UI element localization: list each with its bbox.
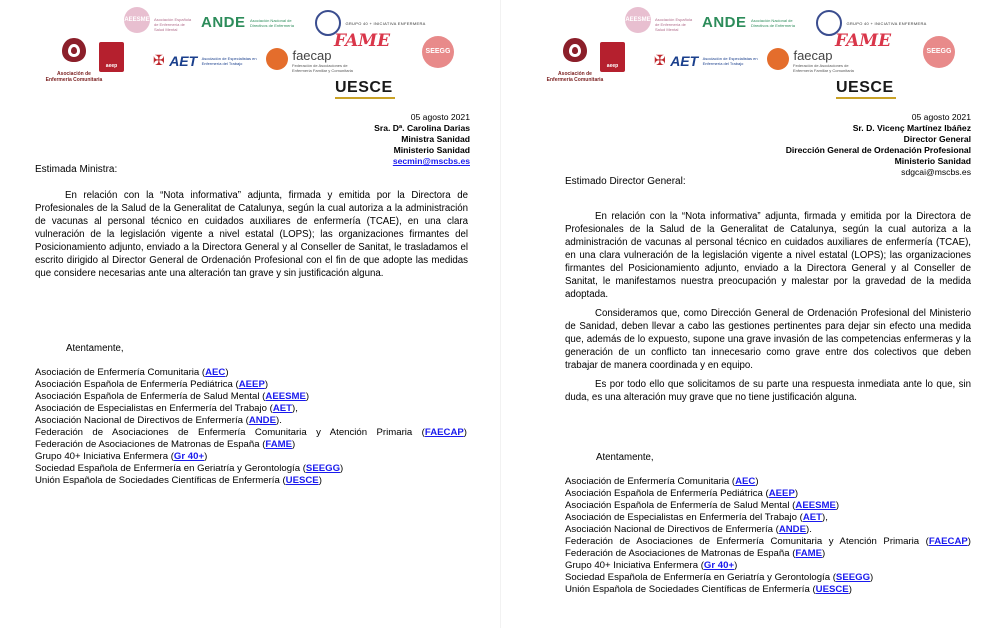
letter-date: 05 agosto 2021: [410, 112, 470, 122]
uesce-logo: [335, 79, 395, 99]
recipient-org: Ministerio Sanidad: [393, 145, 470, 155]
letter-body: [565, 210, 971, 410]
aeesme-logo-sub: Asociación Española de Enfermería de Salud Mental: [655, 17, 693, 32]
aeesme-logo-mark: AEESME: [625, 7, 651, 33]
recipient-org: Dirección General de Ordenación Profesional: [785, 145, 971, 155]
list-item: Asociación Nacional de Directivos de Enfermería (ANDE).: [35, 415, 282, 426]
org-link-aeesme[interactable]: AEESME: [265, 391, 306, 402]
letter-date: 05 agosto 2021: [911, 112, 971, 122]
org-link-aet[interactable]: AET: [802, 512, 823, 523]
org-link-aeep[interactable]: AEEP: [768, 488, 795, 499]
uesce-logo-bar: [836, 97, 896, 99]
list-item: Sociedad Española de Enfermería en Geriatría y Gerontología (SEEGG): [35, 463, 344, 474]
faecap-logo: [767, 48, 854, 73]
body-paragraph: Es por todo ello que solicitamos de su parte una respuesta inmediata ante lo que, sin duda, es una alteración muy grave que no tiene justificación alguna.: [565, 379, 971, 403]
faecap-logo: [266, 48, 353, 73]
gr40-logo-text: GRUPO 40 + INICIATIVA ENFERMERA: [846, 20, 927, 26]
recipient-block: [374, 112, 470, 167]
aeep-logo: [600, 42, 625, 72]
list-item: Asociación de Enfermería Comunitaria (AEC): [565, 476, 759, 487]
fame-logo: [334, 31, 390, 51]
seegg-logo-mark: SEEGG: [923, 36, 955, 68]
fame-logo-text: FAME: [835, 31, 892, 51]
faecap-flower-icon: [266, 48, 288, 70]
org-link-gr40[interactable]: Gr 40+: [703, 560, 735, 571]
uesce-logo-text: UESCE: [335, 79, 393, 96]
list-item: Sociedad Española de Enfermería en Geriatría y Gerontología (SEEGG): [565, 572, 874, 583]
aec-logo-text: Asociación de Enfermería Comunitaria: [546, 71, 604, 83]
list-item: Federación de Asociaciones de Matronas de España (FAME): [35, 439, 296, 450]
org-link-seegg[interactable]: SEEGG: [305, 463, 341, 474]
org-link-ande[interactable]: ANDE: [248, 415, 277, 426]
org-link-aeep[interactable]: AEEP: [238, 379, 265, 390]
list-item: Unión Española de Sociedades Científicas de Enfermería (UESCE): [35, 475, 322, 486]
aec-logo: [545, 34, 605, 83]
aet-logo: [153, 52, 264, 70]
aeesme-logo-mark: AEESME: [124, 7, 150, 33]
body-paragraph: En relación con la “Nota informativa” adjunta, firmada y emitida por la Directora de Profesionales de la Salud de la Generalitat de Catalunya, según la cual autoriza a la administración de vacunas al personal técnico en cuidados auxiliares de enfermería (TCAE), en una clara vulneración de la legislación vigente a nivel estatal (LOPS); las organizaciones firmantes del Posicionamiento adjunto, enviado a la Directora General y al Conseller de Sanitat, le manifestamos nuestra preocupación y malestar por la gravedad de la medida adoptada.: [565, 211, 971, 300]
faecap-logo-sub: Federación de Asociaciones de Enfermería Familiar y Comunitaria: [292, 63, 353, 73]
list-item: Asociación Española de Enfermería de Salud Mental (AEESME): [565, 500, 840, 511]
org-link-fame[interactable]: FAME: [795, 548, 823, 559]
list-item: Asociación Española de Enfermería Pediátrica (AEEP): [565, 488, 799, 499]
list-item: Federación de Asociaciones de Matronas de España (FAME): [565, 548, 826, 559]
aec-emblem-icon: [559, 34, 591, 66]
aet-logo-text: AET: [670, 52, 699, 69]
list-item: Asociación de Especialistas en Enfermería del Trabajo (AET),: [35, 403, 298, 414]
ande-logo-sub: Asociación Nacional de Directivos de Enfermería: [750, 17, 795, 28]
salutation: Estimado Director General:: [565, 176, 686, 187]
list-item: Grupo 40+ Iniciativa Enfermera (Gr 40+): [35, 451, 208, 462]
aeesme-logo: [124, 7, 194, 33]
salutation: Estimada Ministra:: [35, 164, 118, 175]
ande-logo-sub: Asociación Nacional de Directivos de Enfermería: [249, 17, 294, 28]
org-link-uesce[interactable]: UESCE: [285, 475, 319, 486]
aec-logo: [44, 34, 104, 83]
list-item: Federación de Asociaciones de Enfermería Comunitaria y Atención Primaria (FAECAP): [565, 536, 971, 547]
org-link-aeesme[interactable]: AEESME: [795, 500, 836, 511]
aeep-logo-text: aeep: [606, 63, 619, 69]
maltese-cross-icon: ✠: [153, 52, 165, 69]
uesce-logo-text: UESCE: [836, 79, 894, 96]
list-item: Asociación de Enfermería Comunitaria (AEC): [35, 367, 229, 378]
list-item: Asociación Nacional de Directivos de Enfermería (ANDE).: [565, 524, 812, 535]
letter-page-director: [500, 0, 1000, 628]
aeesme-logo-sub: Asociación Española de Enfermería de Salud Mental: [154, 17, 192, 32]
ande-logo-text: ANDE: [201, 14, 246, 32]
fame-logo: [835, 31, 891, 51]
ande-logo: [201, 14, 310, 32]
recipient-title: Director General: [903, 134, 971, 144]
body-paragraph: Consideramos que, como Dirección General de Ordenación Profesional del Ministerio de Sanidad, deben llevar a cabo las gestiones pertinentes para dejar sin efecto una medida que, además de lo expuesto, supone una grave invasión de las competencias enfermeras y la generación de un conflicto tan innecesario como grave entre dos colectivos que deben trabajar de manera coordinada y en equipo.: [565, 308, 971, 371]
org-link-gr40[interactable]: Gr 40+: [173, 451, 205, 462]
maltese-cross-icon: ✠: [654, 52, 666, 69]
faecap-logo-sub: Federación de Asociaciones de Enfermería Familiar y Comunitaria: [793, 63, 854, 73]
aet-logo: [654, 52, 765, 70]
seegg-logo-mark: SEEGG: [422, 36, 454, 68]
list-item: Asociación Española de Enfermería de Salud Mental (AEESME): [35, 391, 310, 402]
org-link-faecap[interactable]: FAECAP: [424, 427, 464, 438]
org-link-fame[interactable]: FAME: [265, 439, 293, 450]
recipient-ministry: Ministerio Sanidad: [894, 156, 971, 166]
list-item: Federación de Asociaciones de Enfermería Comunitaria y Atención Primaria (FAECAP): [35, 427, 467, 438]
org-link-faecap[interactable]: FAECAP: [928, 536, 968, 547]
uesce-logo-bar: [335, 97, 395, 99]
fame-logo-text: FAME: [334, 31, 391, 51]
list-item: Unión Española de Sociedades Científicas de Enfermería (UESCE): [565, 584, 852, 595]
recipient-name: Sra. Dª. Carolina Darias: [374, 123, 470, 133]
aeep-logo: [99, 42, 124, 72]
ande-logo-text: ANDE: [702, 14, 747, 32]
faecap-logo-text: faecap: [793, 48, 833, 63]
uesce-logo: [836, 79, 896, 99]
org-link-aec[interactable]: AEC: [735, 476, 756, 487]
recipient-name: Sr. D. Vicenç Martínez Ibáñez: [852, 123, 971, 133]
faecap-logo-text: faecap: [292, 48, 332, 63]
aet-logo-text: AET: [169, 52, 198, 69]
aeesme-logo: [625, 7, 695, 33]
gr40-logo-text: GRUPO 40 + INICIATIVA ENFERMERA: [345, 20, 426, 26]
faecap-flower-icon: [767, 48, 789, 70]
aeep-logo-text: aeep: [105, 63, 118, 69]
org-link-aet[interactable]: AET: [272, 403, 293, 414]
list-item: Asociación de Especialistas en Enfermería del Trabajo (AET),: [565, 512, 828, 523]
org-link-seegg[interactable]: SEEGG: [835, 572, 871, 583]
closing: Atentamente,: [596, 452, 654, 463]
list-item: Asociación Española de Enfermería Pediátrica (AEEP): [35, 379, 269, 390]
body-paragraph: En relación con la “Nota informativa” adjunta, firmada y emitida por la Directora de Profesionales de la Salud de la Generalitat de Catalunya, según la cual autoriza a la administración de vacunas al personal técnico en cuidados auxiliares de enfermería (TCAE), en una clara vulneración de la legislación vigente a nivel estatal (LOPS); las organizaciones firmantes del Posicionamiento adjunto, enviado a la Directora General y al Conseller de Sanitat, le trasladamos el escrito dirigido al Director General de Ordenación Profesional con el fin de que adopte las medidas que considere necesarias ante una alteración tan grave y sin justificación alguna.: [35, 190, 468, 279]
signatory-list: [35, 367, 467, 487]
signatory-list: [565, 476, 971, 596]
org-link-aec[interactable]: AEC: [205, 367, 226, 378]
org-link-ande[interactable]: ANDE: [778, 524, 807, 535]
org-link-uesce[interactable]: UESCE: [815, 584, 849, 595]
closing: Atentamente,: [66, 343, 124, 354]
letter-body: [35, 189, 468, 286]
recipient-block: [786, 112, 971, 178]
recipient-email-link[interactable]: secmin@mscbs.es: [392, 156, 470, 166]
seegg-logo: [422, 36, 458, 68]
list-item: Grupo 40+ Iniciativa Enfermera (Gr 40+): [565, 560, 738, 571]
seegg-logo: [923, 36, 959, 68]
aet-logo-sub: Asociación de Especialistas en Enfermería del Trabajo: [702, 55, 758, 66]
recipient-title: Ministra Sanidad: [401, 134, 470, 144]
aec-logo-text: Asociación de Enfermería Comunitaria: [45, 71, 103, 83]
aet-logo-sub: Asociación de Especialistas en Enfermería del Trabajo: [201, 55, 257, 66]
ande-logo: [702, 14, 811, 32]
recipient-email: sdgcai@mscbs.es: [901, 167, 971, 177]
aec-emblem-icon: [58, 34, 90, 66]
